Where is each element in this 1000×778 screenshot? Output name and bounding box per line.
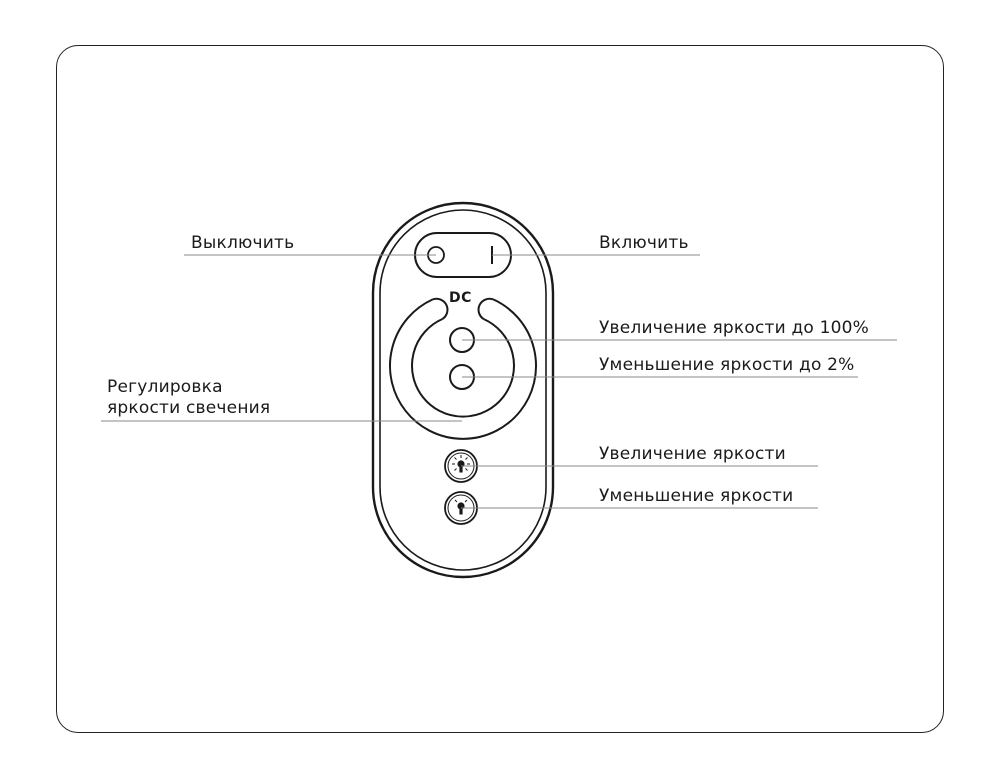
label-off: Выключить: [191, 233, 295, 253]
label-bright-up: Увеличение яркости: [599, 444, 786, 464]
remote-body-inner: [380, 210, 546, 570]
label-bright-max: Увеличение яркости до 100%: [599, 318, 870, 338]
label-ring-line2: яркости свечения: [107, 398, 271, 418]
dc-label: DC: [449, 290, 472, 306]
label-on: Включить: [599, 233, 689, 253]
label-bright-min: Уменьшение яркости до 2%: [599, 355, 855, 375]
touch-ring-end-right: [479, 299, 494, 319]
label-bright-down: Уменьшение яркости: [599, 486, 794, 506]
brightness-down-icon: [455, 500, 467, 515]
brightness-up-icon: [452, 455, 470, 473]
touch-ring-end-left: [433, 299, 448, 319]
touch-ring-inner: [412, 319, 514, 417]
label-ring-line1: Регулировка: [107, 377, 223, 397]
